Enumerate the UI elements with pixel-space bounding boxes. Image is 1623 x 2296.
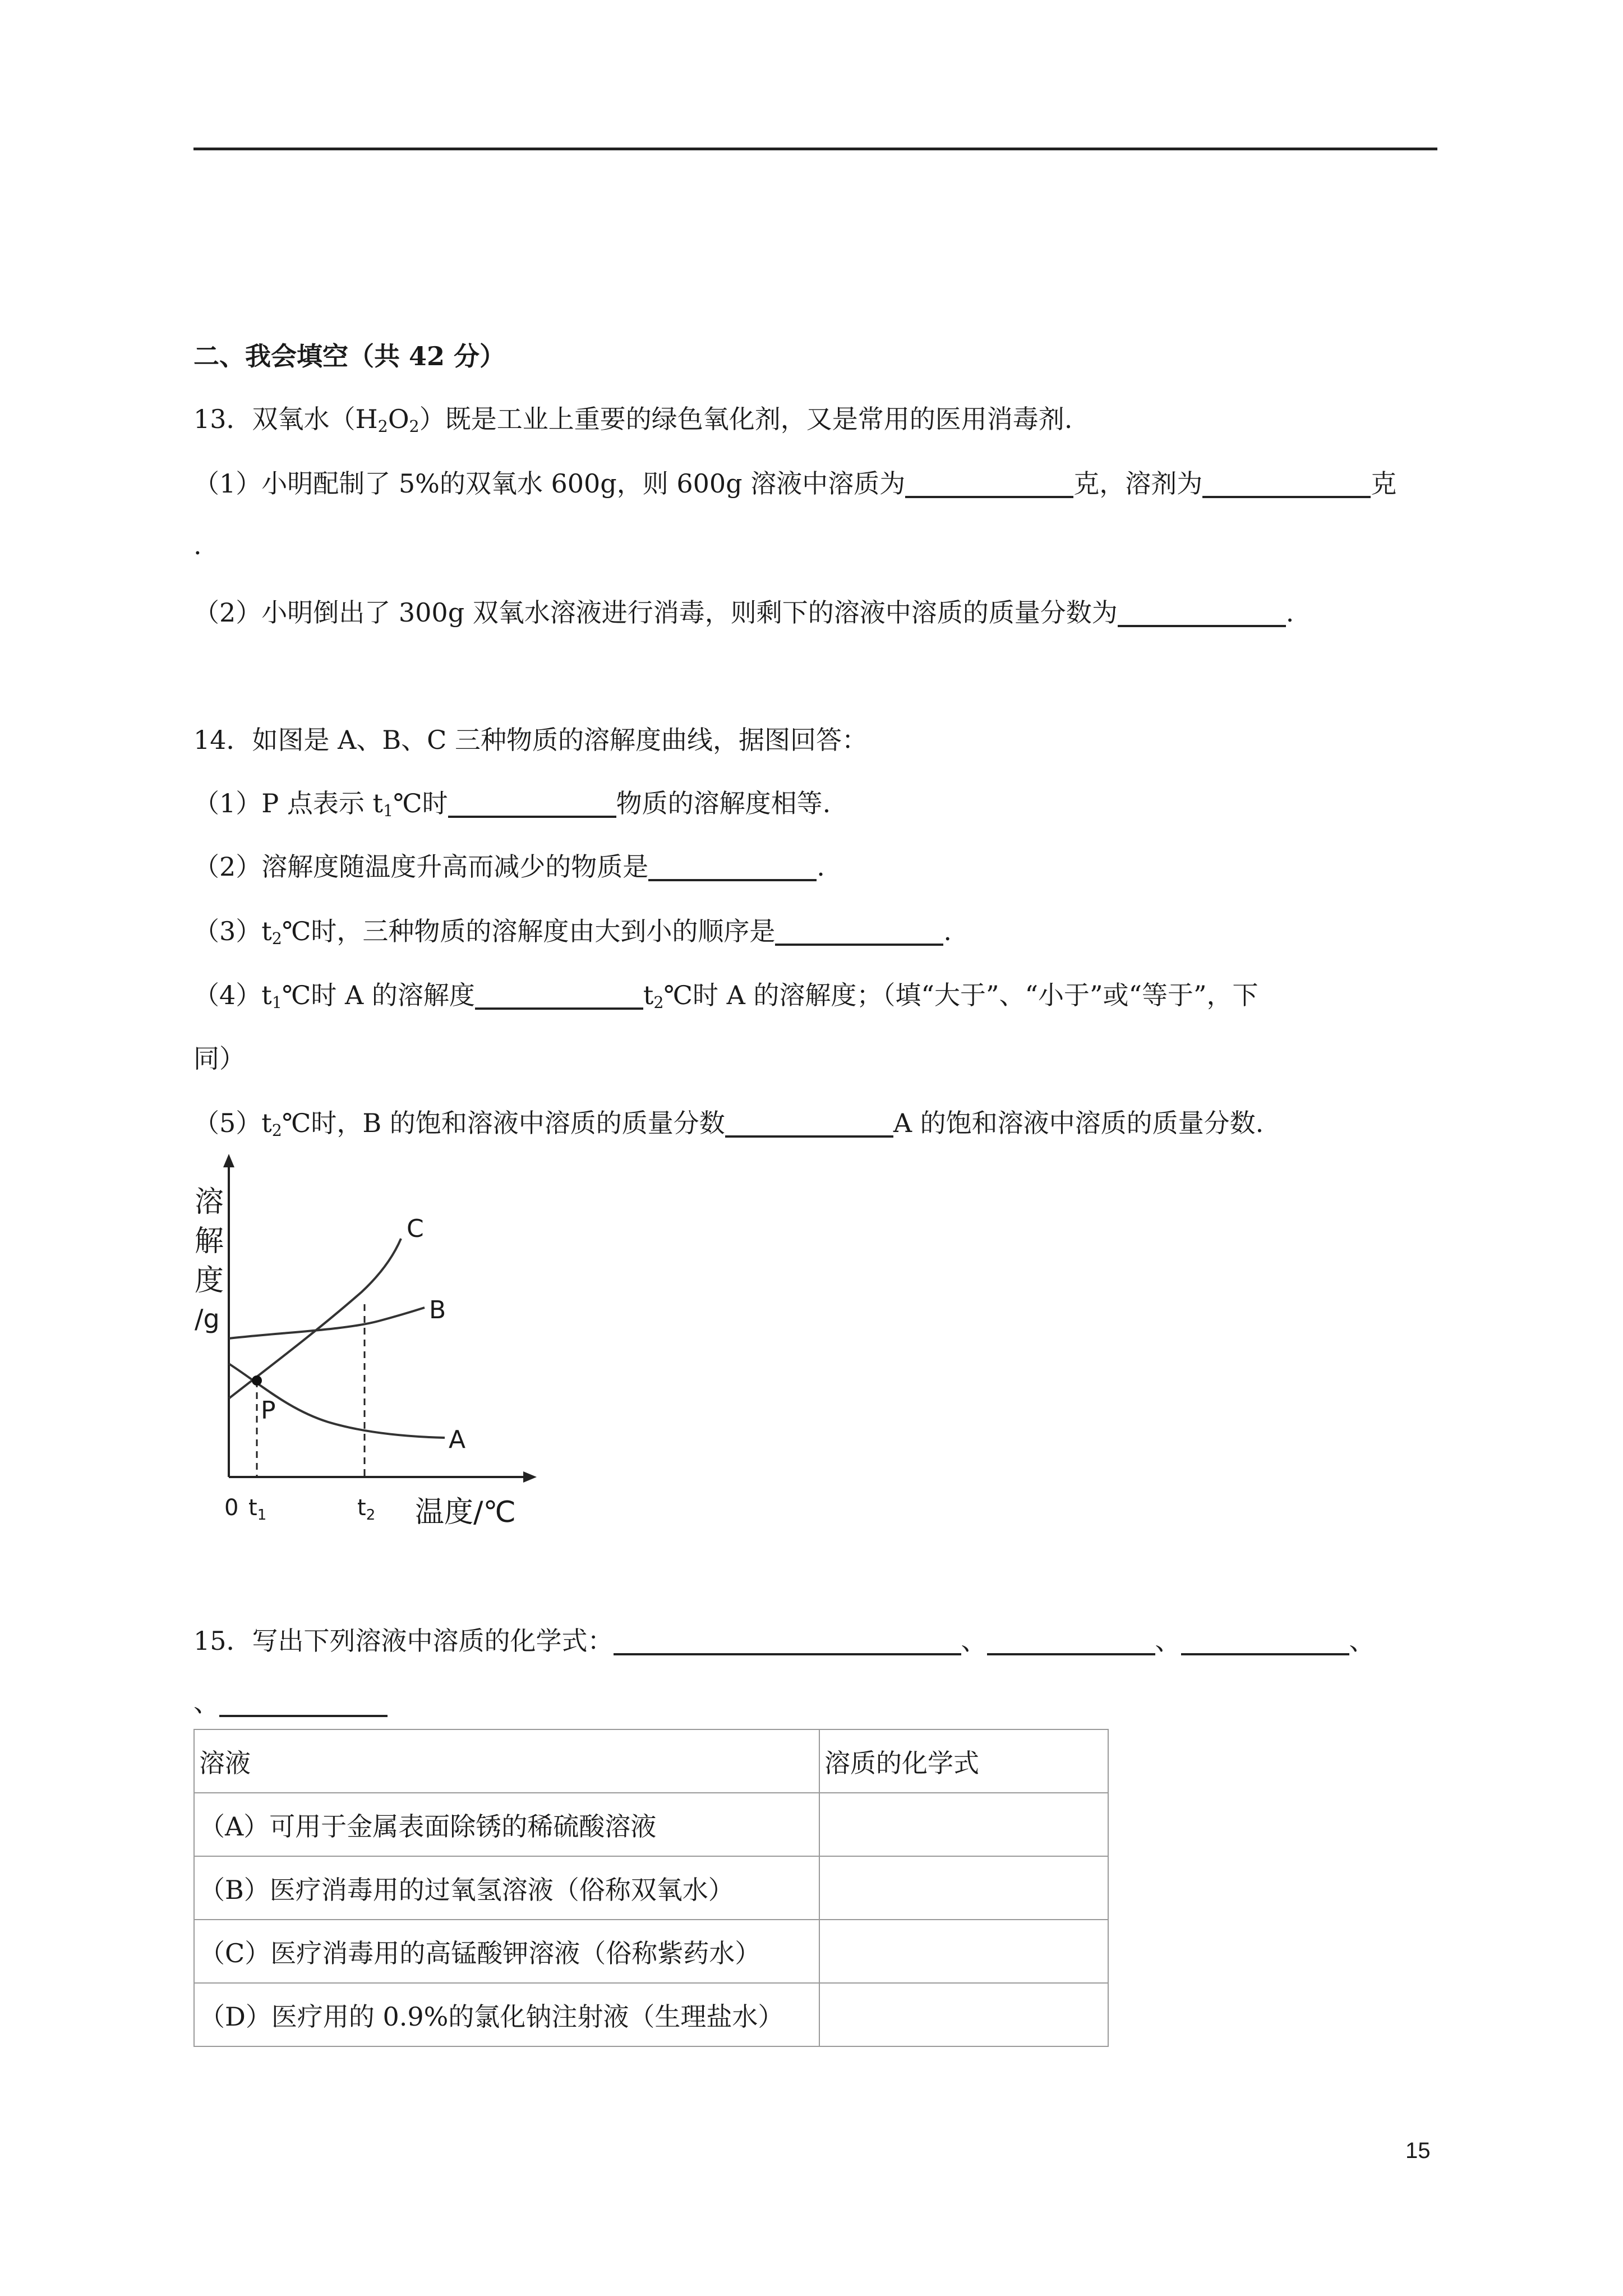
q15-cont: 、 — [193, 1687, 388, 1718]
q14-part3: $(3)t_2℃$时，三种物质的溶解度由大到小的顺序是 . — [193, 916, 952, 949]
answer-blank[interactable] — [725, 1110, 893, 1138]
answer-blank[interactable] — [648, 853, 817, 881]
point-p-label: P — [261, 1396, 276, 1425]
table-row — [194, 1856, 1108, 1920]
answer-blank[interactable] — [448, 790, 616, 818]
answer-blank[interactable] — [905, 470, 1073, 498]
curve-b — [229, 1308, 425, 1338]
q13-part1: （1）小明配制了 5%的双氧水 600g，则 600g 溶液中溶质为 克，溶剂为 克 — [193, 468, 1397, 499]
q14-part1: （1）P 点表示 $t_1℃$时 物质的溶解度相等. — [193, 788, 831, 821]
table-cell-formula[interactable] — [819, 1793, 1108, 1856]
q14-stem: 14．如图是 A、B、C 三种物质的溶解度曲线，据图回答： — [193, 725, 868, 755]
solute-table — [193, 1729, 1109, 2047]
page-number: 15 — [1405, 2138, 1431, 2163]
q14-part5: $(5)t_2℃$时，B 的饱和溶液中溶质的质量分数 A 的饱和溶液中溶质的质量分数. — [193, 1108, 1264, 1140]
table-row — [194, 1983, 1108, 2046]
y-axis-label-3: 度 — [195, 1264, 224, 1297]
q15-stem: 15．写出下列溶液中溶质的化学式： 、 、 、 — [193, 1626, 1375, 1656]
x-axis-label: 温度/℃ — [415, 1496, 516, 1526]
answer-blank[interactable] — [775, 918, 943, 946]
y-axis-label-4: /g — [195, 1304, 220, 1334]
x-axis-arrow — [523, 1471, 537, 1483]
header-rule — [193, 148, 1437, 150]
answer-blank[interactable] — [475, 982, 643, 1010]
table-cell-solution: （A）可用于金属表面除锈的稀硫酸溶液 — [194, 1793, 819, 1856]
table-header-solution: 溶液 — [194, 1729, 819, 1793]
q14-part4: $(4)t_1℃$时 A 的溶解度 $t_2℃$时 A 的溶解度；（填“大于”、“小于”或“等于”，下 — [193, 980, 1258, 1013]
answer-blank[interactable] — [1118, 599, 1286, 627]
origin-label: 0 — [224, 1495, 239, 1521]
table-row — [194, 1920, 1108, 1983]
table-cell-solution: （C）医疗消毒用的高锰酸钾溶液（俗称紫药水） — [194, 1920, 819, 1983]
q13-stem: 13．双氧水$(H_2O_2)$既是工业上重要的绿色氧化剂，又是常用的医用消毒剂. — [193, 404, 1073, 436]
q14-part4-cont: 同） — [193, 1043, 245, 1074]
q13-part2: （2）小明倒出了 300g 双氧水溶液进行消毒，则剩下的溶液中溶质的质量分数为 . — [193, 597, 1294, 628]
table-cell-solution: （B）医疗消毒用的过氧氢溶液（俗称双氧水） — [194, 1856, 819, 1920]
answer-blank[interactable] — [219, 1689, 388, 1717]
q14-part2: （2）溶解度随温度升高而减少的物质是 . — [193, 852, 825, 882]
table-cell-formula[interactable] — [819, 1856, 1108, 1920]
table-cell-solution: （D）医疗用的 0.9%的氯化钠注射液（生理盐水） — [194, 1983, 819, 2046]
table-cell-formula[interactable] — [819, 1920, 1108, 1983]
t1-label: $t_1$ — [248, 1495, 267, 1524]
point-p-marker — [252, 1375, 262, 1386]
answer-blank[interactable] — [987, 1627, 1155, 1655]
section-title: 二、我会填空（共 42 分） — [193, 341, 506, 371]
curve-label-b: B — [429, 1296, 446, 1324]
table-header-row — [194, 1729, 1108, 1793]
q13-part1-tail: . — [193, 530, 202, 560]
t2-label: $t_2$ — [357, 1495, 376, 1524]
curve-c — [229, 1239, 401, 1398]
table-row — [194, 1793, 1108, 1856]
y-axis-label-2: 解 — [195, 1225, 224, 1258]
answer-blank[interactable] — [1202, 470, 1371, 498]
curve-label-a: A — [449, 1425, 466, 1454]
y-axis-label-1: 溶 — [195, 1185, 224, 1219]
answer-blank[interactable] — [614, 1627, 961, 1655]
solubility-figure — [193, 1152, 541, 1526]
answer-blank[interactable] — [1181, 1627, 1349, 1655]
table-header-formula: 溶质的化学式 — [819, 1729, 1108, 1793]
curve-label-c: C — [407, 1214, 424, 1243]
table-cell-formula[interactable] — [819, 1983, 1108, 2046]
y-axis-arrow — [223, 1154, 234, 1167]
